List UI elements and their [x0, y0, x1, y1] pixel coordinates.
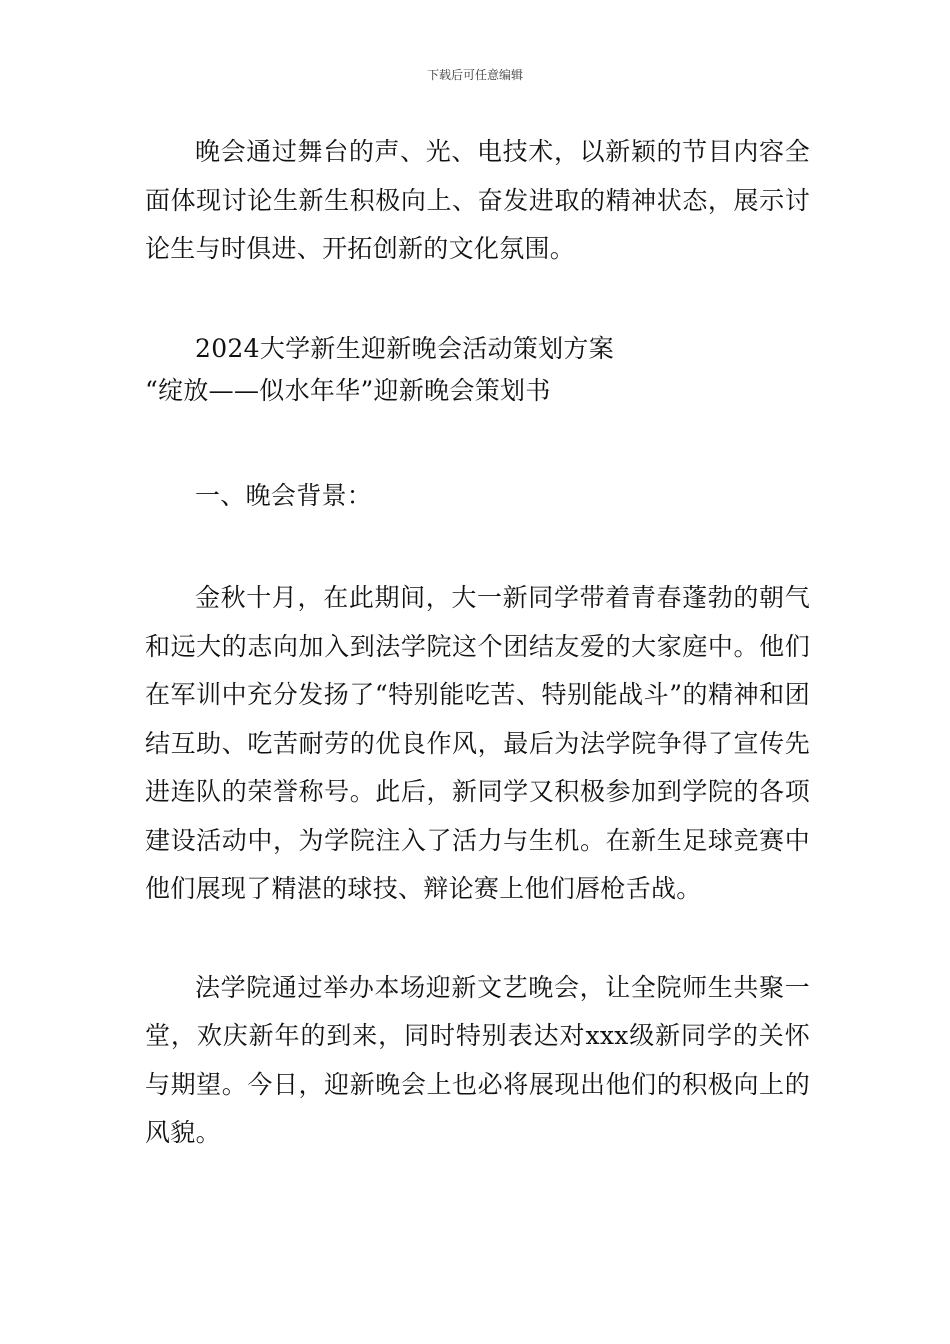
background-paragraph-2: 法学院通过举办本场迎新文艺晚会，让全院师生共聚一堂，欢庆新年的到来，同时特别表达对xxx级新同学的关怀与期望。今日，迎新晚会上也必将展现出他们的积极向上的风貌。 [145, 972, 810, 1147]
section-heading-background: 一、晚会背景： [195, 480, 373, 510]
document-title: 2024大学新生迎新晚会活动策划方案 [195, 333, 615, 363]
background-paragraph-1: 金秋十月，在此期间，大一新同学带着青春蓬勃的朝气和远大的志向加入到法学院这个团结友爱的大家庭中。他们在军训中充分发扬了“特别能吃苦、特别能战斗”的精神和团结互助、吃苦耐劳的优良作风，最后为法学院争得了宣传先进连队的荣誉称号。此后，新同学又积极参加到学院的各项建设活动中，为学院注入了活力与生机。在新生足球竞赛中他们展现了精湛的球技、辩论赛上他们唇枪舌战。 [145, 583, 810, 903]
document-subtitle: “绽放——似水年华”迎新晚会策划书 [145, 375, 551, 405]
intro-paragraph: 晚会通过舞台的声、光、电技术，以新颖的节目内容全面体现讨论生新生积极向上、奋发进取的精神状态，展示讨论生与时俱进、开拓创新的文化氛围。 [145, 137, 810, 263]
page-header-note: 下载后可任意编辑 [426, 68, 523, 82]
document-body [145, 128, 810, 1158]
